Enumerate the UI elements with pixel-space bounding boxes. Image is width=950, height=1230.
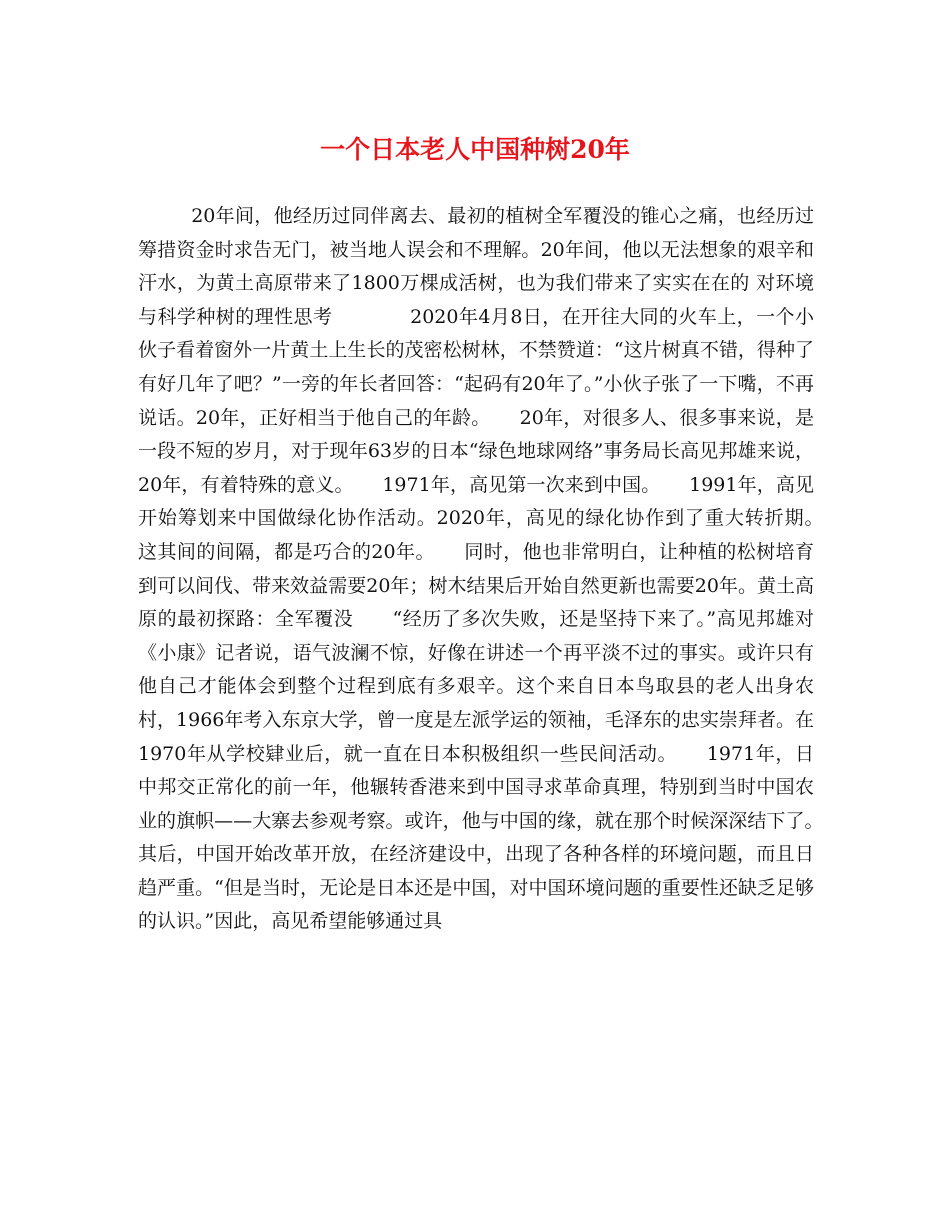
- document-title: 一个日本老人中国种树20年: [320, 135, 630, 164]
- document-body: 20年间，他经历过同伴离去、最初的植树全军覆没的锥心之痛，也经历过筹措资金时求告无门，被当地人误会和不理解。20年间，他以无法想象的艰辛和汗水，为黄土高原带来了1800万棵成活树，也为我们带来了实实在在的 对环境与科学种树的理性思考 2020年4月8日，在开往大同的火车上，一个小伙子看着窗外一片黄土上生长的茂密松树林，不禁赞道：“这片树真不错，得种了有好几年了吧？”一旁的年长者回答：“起码有20年了。”小伙子张了一下嘴，不再说话。20年，正好相当于他自己的年龄。 20年，对很多人、很多事来说，是一段不短的岁月，对于现年63岁的日本“绿色地球网络”事务局长高见邦雄来说，20年，有着特殊的意义。 1971年，高见第一次来到中国。 1991年，高见开始筹划来中国做绿化协作活动。2020年，高见的绿化协作到了重大转折期。 这其间的间隔，都是巧合的20年。 同时，他也非常明白，让种植的松树培育到可以间伐、带来效益需要20年；树木结果后开始自然更新也需要20年。黄土高原的最初探路：全军覆没 “经历了多次失败，还是坚持下来了。”高见邦雄对《小康》记者说，语气波澜不惊，好像在讲述一个再平淡不过的事实。或许只有他自己才能体会到整个过程到底有多艰辛。这个来自日本鸟取县的老人出身农村，1966年考入东京大学，曾一度是左派学运的领袖，毛泽东的忠实崇拜者。在1970年从学校肄业后，就一直在日本积极组织一些民间活动。 1971年，日中邦交正常化的前一年，他辗转香港来到中国寻求革命真理，特别到当时中国农业的旗帜——大寨去参观考察。或许，他与中国的缘，就在那个时候深深结下了。 其后，中国开始改革开放，在经济建设中，出现了各种各样的环境问题，而且日趋严重。“但是当时，无论是日本还是中国，对中国环境问题的重要性还缺乏足够的认识。”因此，高见希望能够通过具: [138, 205, 853, 933]
